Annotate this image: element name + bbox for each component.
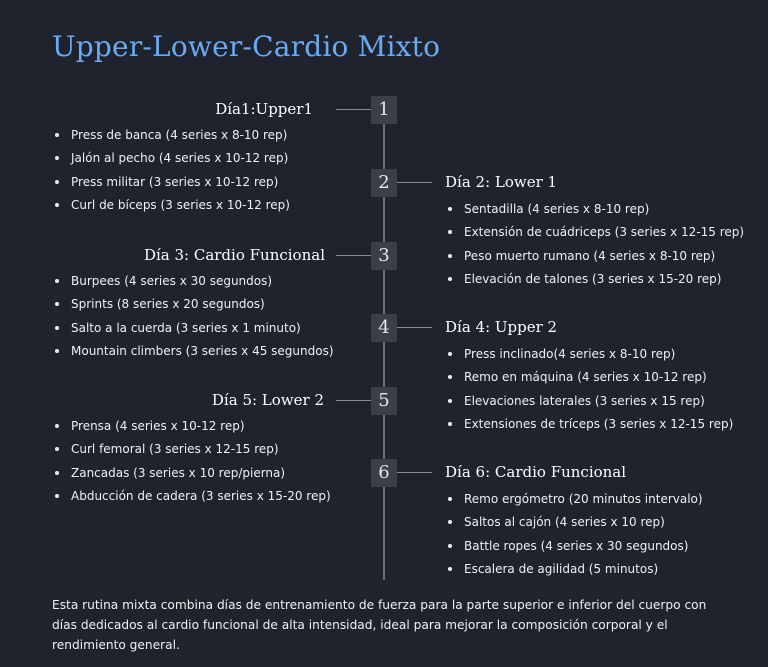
day-title: Día 4: Upper 2 [445,318,558,336]
connector-day-3 [336,255,371,256]
list-item: Battle ropes (4 series x 30 segundos) [446,538,703,561]
list-item: Salto a la cuerda (3 series x 1 minuto) [53,320,334,343]
page-title: Upper-Lower-Cardio Mixto [52,30,441,63]
day-number-marker: 4 [371,314,397,342]
exercise-list [446,201,744,294]
connector-day-4 [397,327,432,328]
list-item: Burpees (4 series x 30 segundos) [53,273,334,296]
list-item: Abducción de cadera (3 series x 15-20 rep) [53,488,331,511]
list-item: Remo en máquina (4 series x 10-12 rep) [446,369,733,392]
list-item: Saltos al cajón (4 series x 10 rep) [446,514,703,537]
connector-day-1 [336,109,371,110]
list-item: Sprints (8 series x 20 segundos) [53,296,334,319]
exercise-list [446,346,733,439]
connector-day-6 [397,472,432,473]
list-item: Mountain climbers (3 series x 45 segundos) [53,343,334,366]
list-item: Press militar (3 series x 10-12 rep) [53,174,290,197]
exercise-list [446,491,703,584]
exercise-list [53,418,331,511]
day-title: Día 3: Cardio Funcional [143,246,325,264]
list-item: Extensión de cuádriceps (3 series x 12-15 rep) [446,224,744,247]
list-item: Curl femoral (3 series x 12-15 rep) [53,441,331,464]
list-item: Prensa (4 series x 10-12 rep) [53,418,331,441]
day-number-marker: 1 [371,96,397,124]
list-item: Press de banca (4 series x 8-10 rep) [53,127,290,150]
list-item: Extensiones de tríceps (3 series x 12-15 rep) [446,416,733,439]
day-title: Día 5: Lower 2 [211,391,324,409]
day-title: Día 2: Lower 1 [445,173,558,191]
list-item: Zancadas (3 series x 10 rep/pierna) [53,465,331,488]
list-item: Escalera de agilidad (5 minutos) [446,561,703,584]
footer-description: Esta rutina mixta combina días de entrenamiento de fuerza para la parte superior e inferior del cuerpo con días dedicados al cardio funcional de alta intensidad, ideal para mejorar la composición corporal y el rendimiento general. [52,598,707,652]
list-item: Sentadilla (4 series x 8-10 rep) [446,201,744,224]
day-number-marker: 3 [371,242,397,270]
list-item: Peso muerto rumano (4 series x 8-10 rep) [446,248,744,271]
connector-day-2 [397,182,432,183]
list-item: Elevación de talones (3 series x 15-20 rep) [446,271,744,294]
list-item: Curl de bíceps (3 series x 10-12 rep) [53,197,290,220]
list-item: Elevaciones laterales (3 series x 15 rep) [446,393,733,416]
day-number-marker: 2 [371,169,397,197]
list-item: Jalón al pecho (4 series x 10-12 rep) [53,150,290,173]
list-item: Press inclinado(4 series x 8-10 rep) [446,346,733,369]
exercise-list [53,273,334,366]
list-item: Remo ergómetro (20 minutos intervalo) [446,491,703,514]
day-title: Día 6: Cardio Funcional [445,463,627,481]
day-number-marker: 6 [371,459,397,487]
day-number-marker: 5 [371,387,397,415]
day-title: Día1:Upper1 [215,100,313,118]
connector-day-5 [336,400,371,401]
exercise-list [53,127,290,220]
